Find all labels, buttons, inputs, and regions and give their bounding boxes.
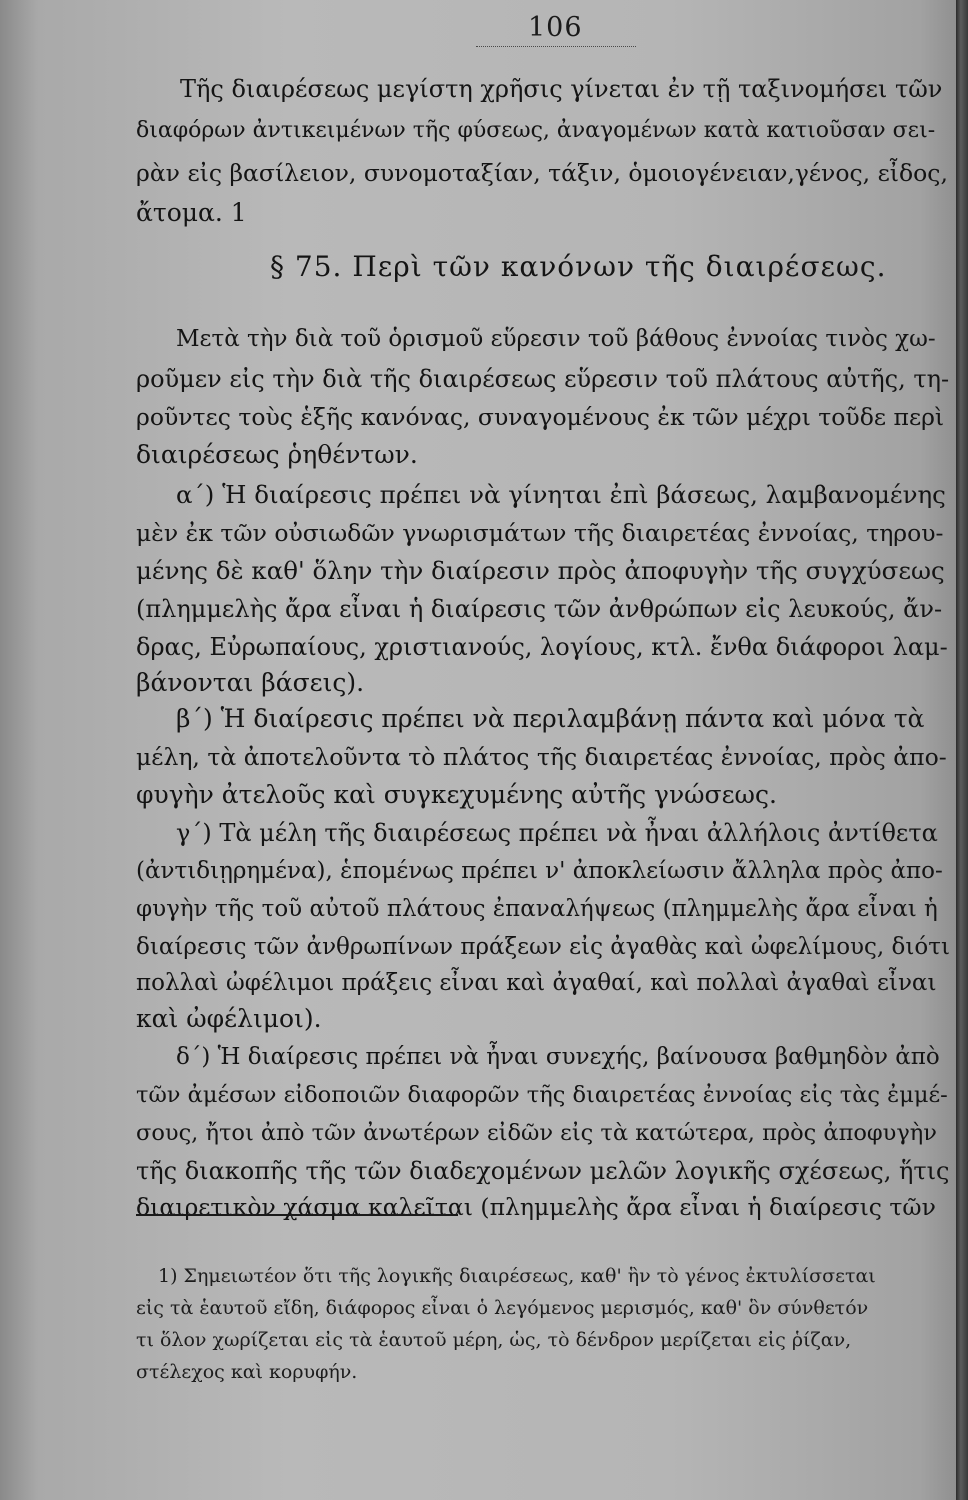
rule-c-line: γ΄) Τὰ μέλη τῆς διαιρέσεως πρέπει νὰ ἦναι ἀλλήλοις ἀντίθετα bbox=[176, 819, 938, 847]
text-line: διαιρέσεως ῥηθέντων. bbox=[136, 440, 418, 469]
rule-a-line: μένης δὲ καθ' ὅλην τὴν διαίρεσιν πρὸς ἀποφυγὴν τῆς συγχύσεως bbox=[136, 556, 945, 585]
footnote-line: 1) Σημειωτέον ὅτι τῆς λογικῆς διαιρέσεως, καθ' ἣν τὸ γένος ἐκτυλίσσεται bbox=[158, 1265, 876, 1287]
rule-c-line: φυγὴν τῆς τοῦ αὐτοῦ πλάτους ἐπαναλήψεως (πλημμελὴς ἄρα εἶναι ἡ bbox=[136, 896, 938, 922]
section-heading: § 75. Περὶ τῶν κανόνων τῆς διαιρέσεως. bbox=[270, 250, 887, 283]
rule-d-line: διαιρετικὸν χάσμα καλεῖται (πλημμελὴς ἄρα εἶναι ἡ διαίρεσις τῶν bbox=[136, 1193, 936, 1221]
text-line: ροῦμεν εἰς τὴν διὰ τῆς διαιρέσεως εὕρεσιν τοῦ πλάτους αὐτῆς, τη- bbox=[136, 365, 950, 393]
rule-a-line: μὲν ἐκ τῶν οὐσιωδῶν γνωρισμάτων τῆς διαιρετέας ἐννοίας, τηρου- bbox=[136, 519, 944, 547]
text-line: ροῦντες τοὺς ἑξῆς κανόνας, συναγομένους ἐκ τῶν μέχρι τοῦδε περὶ bbox=[136, 403, 945, 431]
book-edge bbox=[956, 0, 968, 1500]
footnote-line: στέλεχος καὶ κορυφήν. bbox=[136, 1361, 358, 1383]
rule-c-line: (ἀντιδιῃρημένα), ἑπομένως πρέπει ν' ἀποκλείωσιν ἄλληλα πρὸς ἀπο- bbox=[136, 858, 943, 884]
text-line: Τῆς διαιρέσεως μεγίστη χρῆσις γίνεται ἐν τῇ ταξινομήσει τῶν bbox=[180, 75, 943, 103]
rule-c-line: καὶ ὠφέλιμοι). bbox=[136, 1004, 322, 1033]
rule-c-line: πολλαὶ ὠφέλιμοι πράξεις εἶναι καὶ ἀγαθαί, καὶ πολλαὶ ἀγαθαὶ εἶναι bbox=[136, 970, 937, 996]
footnote-line: τι ὅλον χωρίζεται εἰς τὰ ἑαυτοῦ μέρη, ὡς, τὸ δένδρον μερίζεται εἰς ῥίζαν, bbox=[136, 1329, 852, 1351]
rule-d-line: τῆς διακοπῆς τῆς τῶν διαδεχομένων μελῶν λογικῆς σχέσεως, ἥτις bbox=[136, 1157, 950, 1185]
header-rule bbox=[476, 46, 636, 47]
footnote-line: εἰς τὰ ἑαυτοῦ εἴδη, διάφορος εἶναι ὁ λεγόμενος μερισμός, καθ' ὃν σύνθετόν bbox=[136, 1297, 869, 1319]
page-number: 106 bbox=[528, 12, 583, 43]
rule-d-line: σους, ἤτοι ἀπὸ τῶν ἀνωτέρων εἰδῶν εἰς τὰ κατώτερα, πρὸς ἀποφυγὴν bbox=[136, 1120, 937, 1146]
rule-c-line: διαίρεσις τῶν ἀνθρωπίνων πράξεων εἰς ἀγαθὰς καὶ ὠφελίμους, διότι bbox=[136, 934, 950, 960]
rule-d-line: τῶν ἀμέσων εἰδοποιῶν διαφορῶν τῆς διαιρετέας ἐννοίας εἰς τὰς ἐμμέ- bbox=[136, 1082, 948, 1108]
rule-b-line: β΄) Ἡ διαίρεσις πρέπει νὰ περιλαμβάνῃ πάντα καὶ μόνα τὰ bbox=[176, 704, 925, 733]
rule-b-line: μέλη, τὰ ἀποτελοῦντα τὸ πλάτος τῆς διαιρετέας ἐννοίας, πρὸς ἀπο- bbox=[136, 743, 947, 771]
rule-a-line: δρας, Εὐρωπαίους, χριστιανούς, λογίους, κτλ. ἔνθα διάφοροι λαμ- bbox=[136, 633, 948, 661]
text-line: ἄτομα. 1 bbox=[136, 198, 247, 227]
text-line: διαφόρων ἀντικειμένων τῆς φύσεως, ἀναγομένων κατὰ κατιοῦσαν σει- bbox=[136, 118, 936, 143]
rule-a-line: (πλημμελὴς ἄρα εἶναι ἡ διαίρεσις τῶν ἀνθρώπων εἰς λευκούς, ἄν- bbox=[136, 595, 943, 623]
rule-d-line: δ΄) Ἡ διαίρεσις πρέπει νὰ ἦναι συνεχής, βαίνουσα βαθμηδὸν ἀπὸ bbox=[176, 1044, 940, 1070]
footnote-divider bbox=[136, 1214, 458, 1216]
text-line: Μετὰ τὴν διὰ τοῦ ὁρισμοῦ εὕρεσιν τοῦ βάθους ἐννοίας τινὸς χω- bbox=[176, 326, 936, 352]
rule-a-line: βάνονται βάσεις). bbox=[136, 668, 365, 697]
text-line: ρὰν εἰς βασίλειον, συνομοταξίαν, τάξιν, ὁμοιογένειαν,γένος, εἶδος, bbox=[136, 159, 948, 187]
rule-b-line: φυγὴν ἀτελοῦς καὶ συγκεχυμένης αὐτῆς γνώσεως. bbox=[136, 780, 777, 809]
rule-a-line: α΄) Ἡ διαίρεσις πρέπει νὰ γίνηται ἐπὶ βάσεως, λαμβανομένης bbox=[176, 480, 946, 509]
